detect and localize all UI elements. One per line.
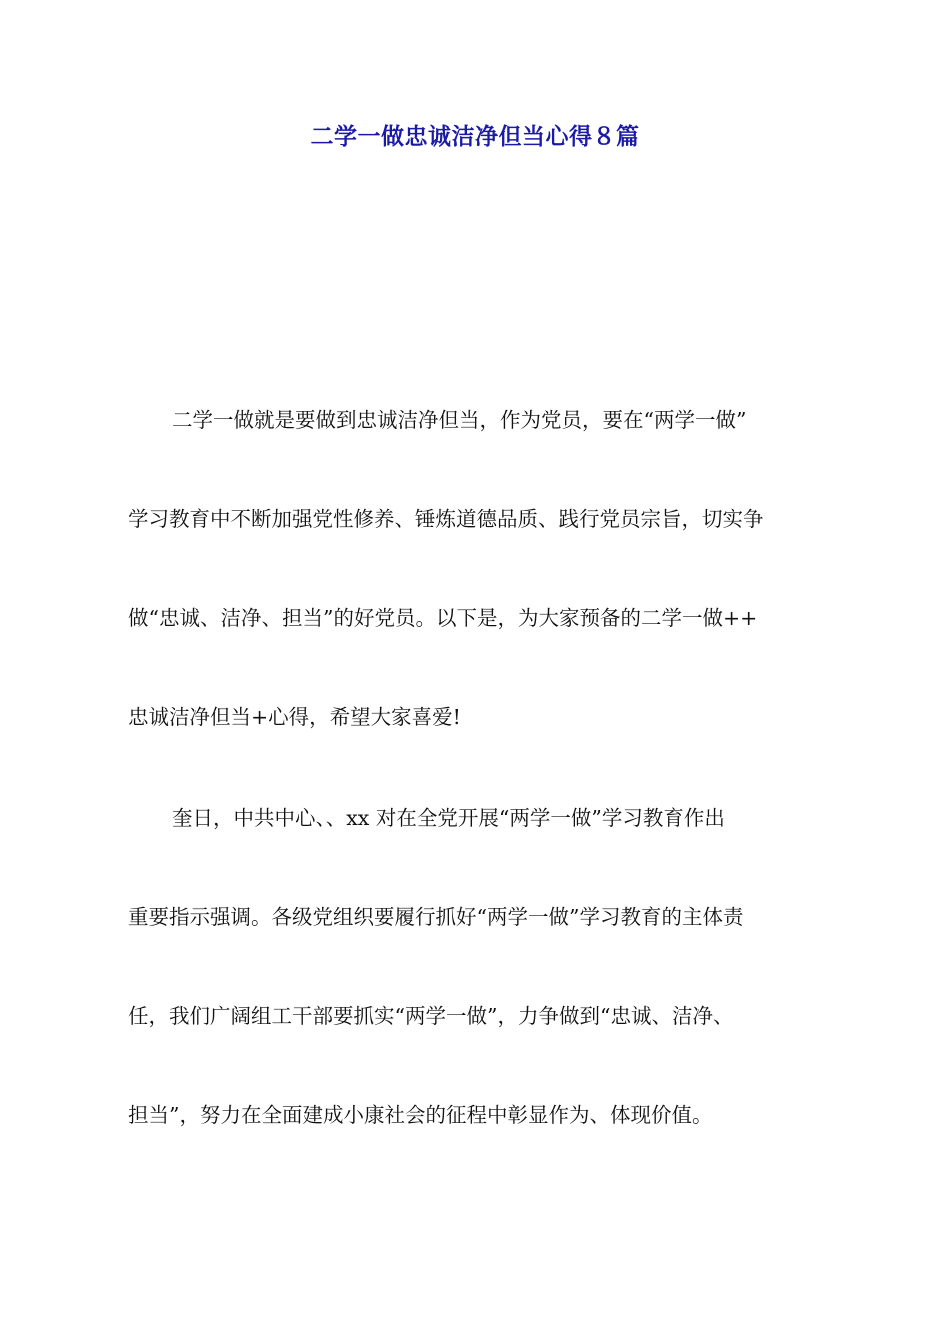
paragraph-2-line-1: 奎日，中共中心、、xx 对在全党开展“两学一做”学习教育作出 [172,806,725,830]
paragraph-1-line-3: 做“忠诚、洁净、担当”的好党员。以下是，为大家预备的二学一做++ [128,606,758,630]
paragraph-1 [128,371,828,767]
document-title: 二学一做忠诚洁净但当心得８篇 [310,124,640,150]
paragraph-1-line-1: 二学一做就是要做到忠诚洁净但当，作为党员，要在“两学一做” [172,408,747,432]
paragraph-2-line-4: 担当”，努力在全面建成小康社会的征程中彰显作为、体现价值。 [128,1103,713,1127]
paragraph-2-line-3: 任，我们广阔组工干部要抓实“两学一做”，力争做到“忠诚、洁净、 [128,1004,734,1028]
paragraph-2-line-2: 重要指示强调。各级党组织要履行抓好“两学一做”学习教育的主体责 [128,905,744,929]
paragraph-1-line-4: 忠诚洁净但当+心得，希望大家喜爱! [128,705,461,729]
paragraph-2 [128,769,828,1165]
paragraph-1-line-2: 学习教育中不断加强党性修养、锤炼道德品质、践行党员宗旨，切实争 [128,507,764,531]
